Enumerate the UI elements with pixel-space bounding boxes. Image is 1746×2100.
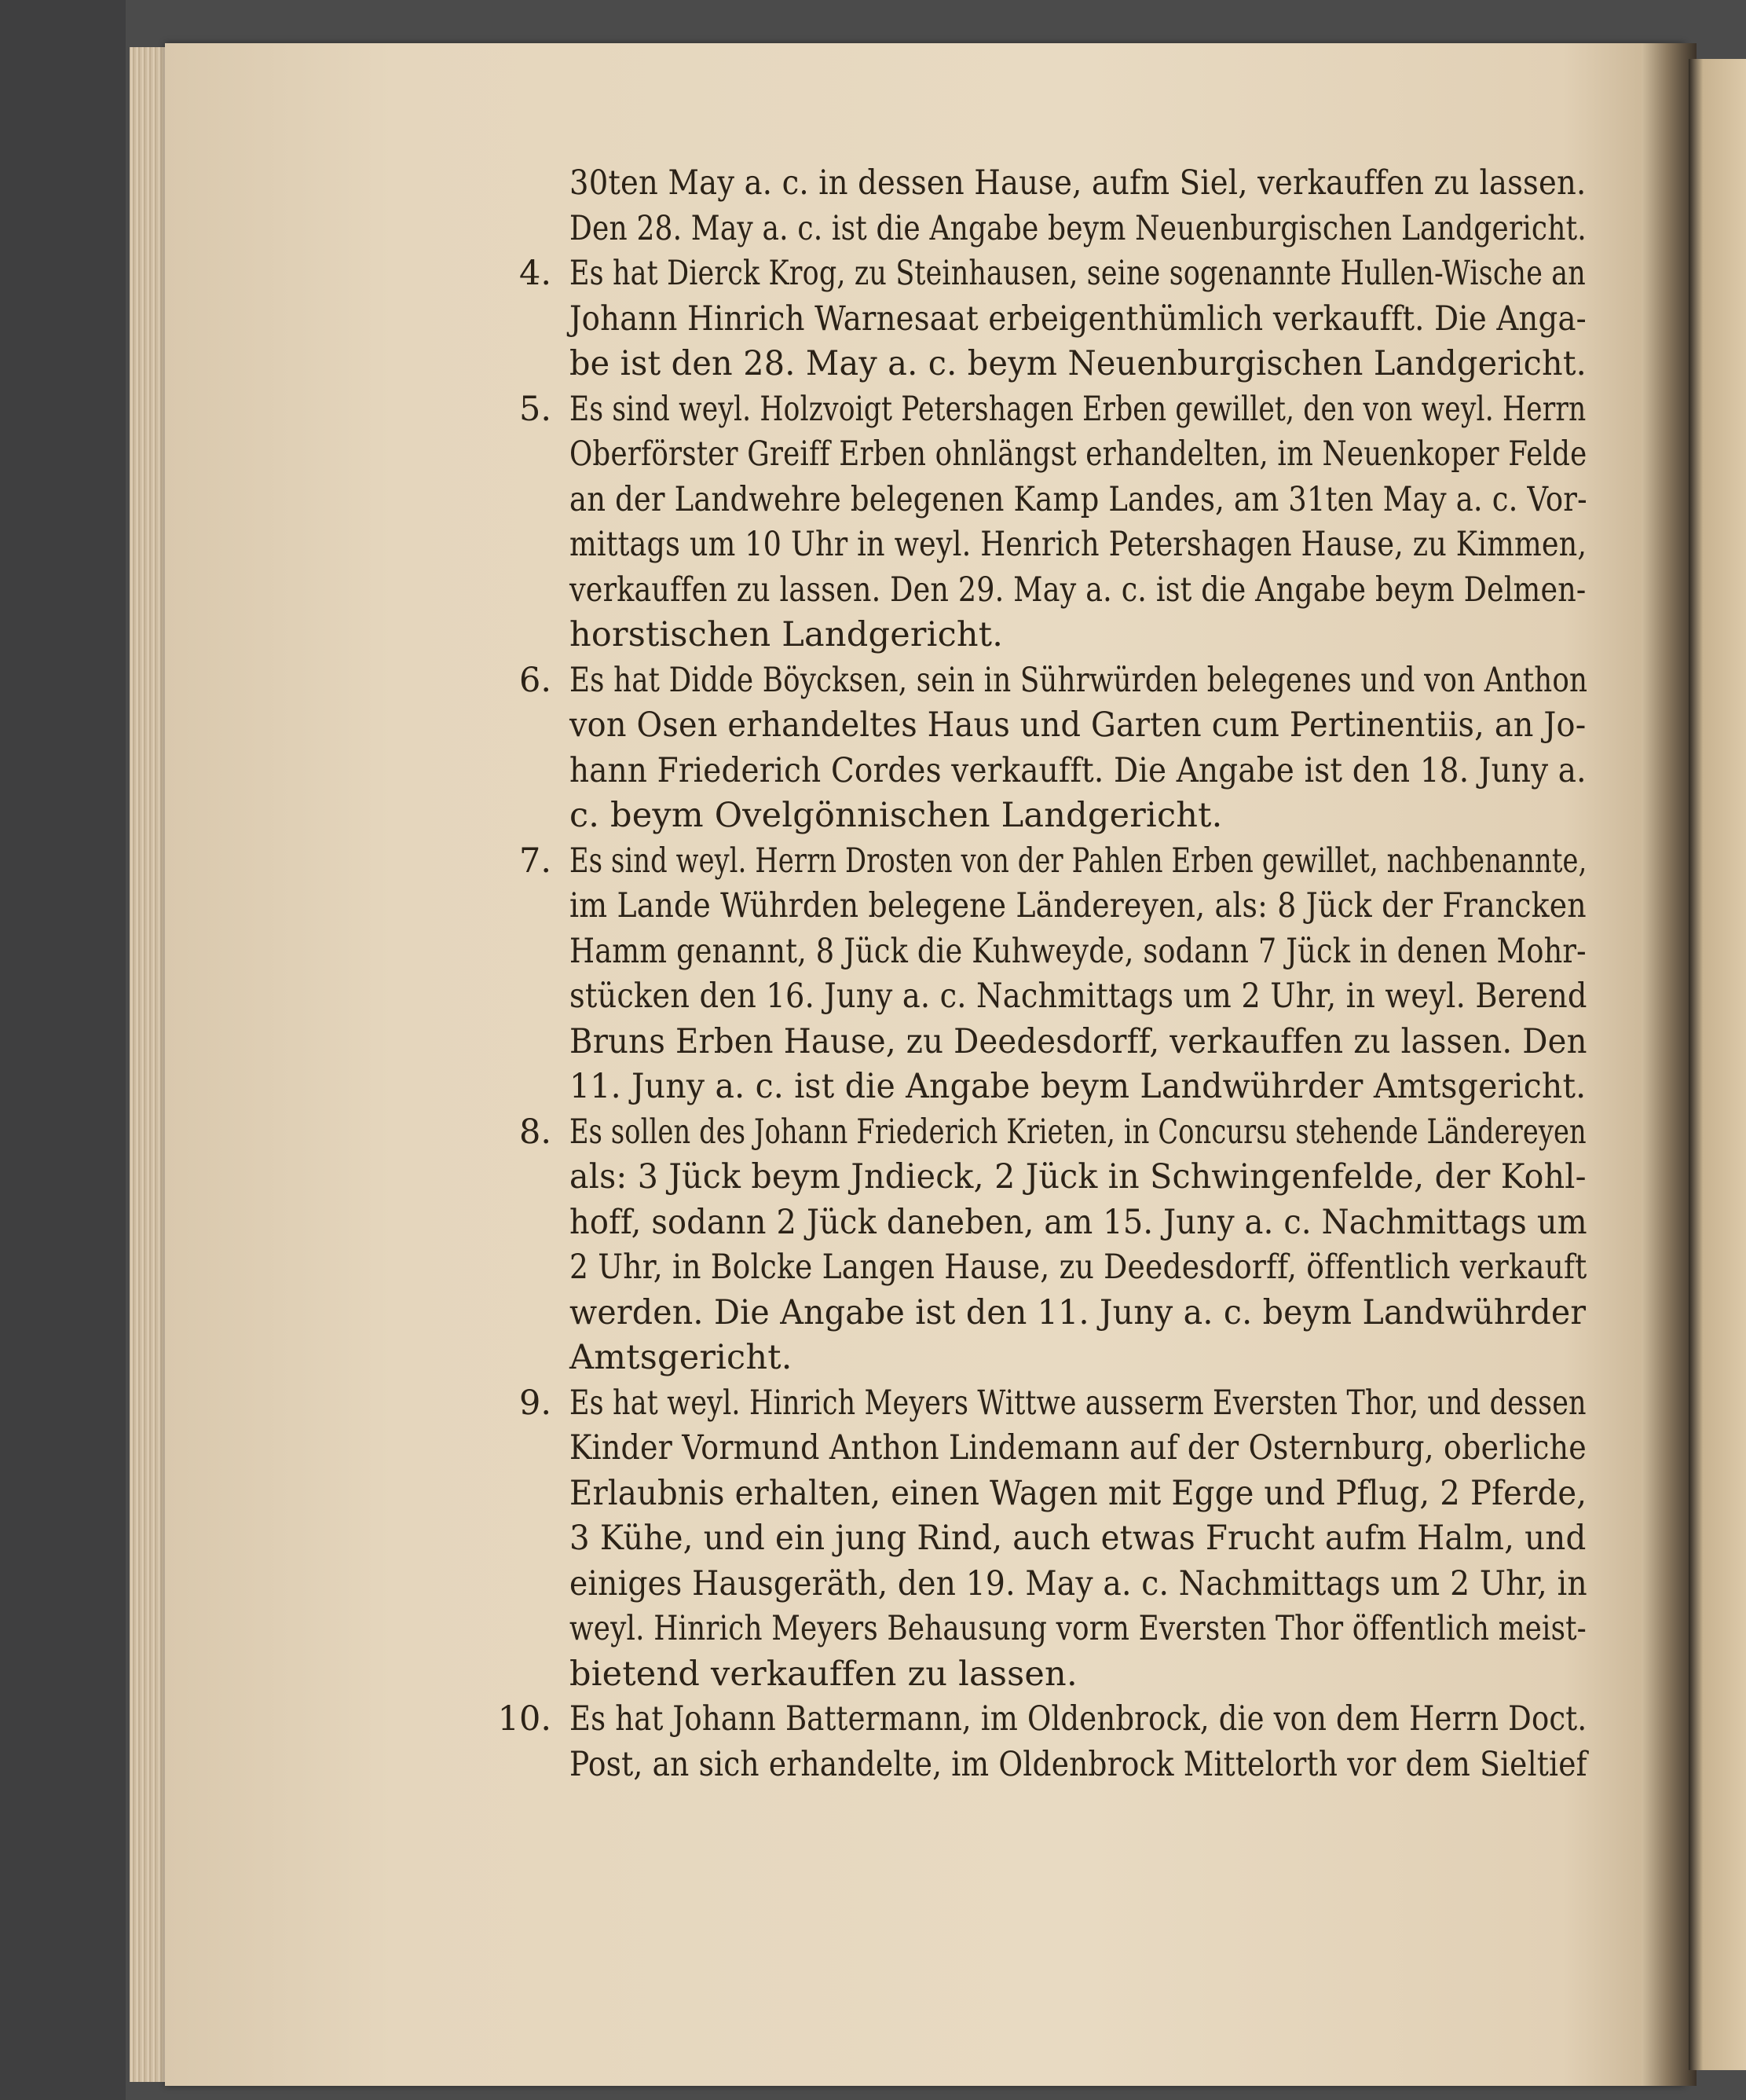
text-line: Kinder Vormund Anthon Lindemann auf der Osternburg, oberliche xyxy=(569,1428,1587,1468)
text-line: Amtsgericht. xyxy=(569,1338,792,1377)
text-line: 11. Juny a. c. ist die Angabe beym Landwührder Amtsgericht. xyxy=(569,1067,1587,1106)
entry-number: 10. xyxy=(497,1699,551,1739)
text-line: Es hat weyl. Hinrich Meyers Wittwe ausserm Eversten Thor, und dessen xyxy=(569,1383,1587,1423)
entry-10 xyxy=(393,1697,1594,1787)
entry-number: 7. xyxy=(518,841,551,881)
text-line: mittags um 10 Uhr in weyl. Henrich Petershagen Hause, zu Kimmen, xyxy=(569,525,1587,564)
text-line: hann Friederich Cordes verkaufft. Die Angabe ist den 18. Juny a. xyxy=(569,750,1587,790)
text-line: einiges Hausgeräth, den 19. May a. c. Nachmittags um 2 Uhr, in xyxy=(569,1563,1587,1603)
text-line: verkauffen zu lassen. Den 29. May a. c. ist die Angabe beym Delmen- xyxy=(569,570,1587,610)
text-line: an der Landwehre belegenen Kamp Landes, am 31ten May a. c. Vor- xyxy=(569,479,1587,519)
entry-continuation xyxy=(393,161,1594,251)
text-line: Post, an sich erhandelte, im Oldenbrock Mittelorth vor dem Sieltief xyxy=(569,1744,1587,1784)
text-line: 2 Uhr, in Bolcke Langen Hause, zu Deedesdorff, öffentlich verkauft xyxy=(569,1248,1587,1287)
entry-5 xyxy=(393,387,1594,658)
text-line: 30ten May a. c. in dessen Hause, aufm Siel, verkauffen zu lassen. xyxy=(569,163,1587,203)
entry-number: 8. xyxy=(518,1112,551,1152)
page-text xyxy=(393,161,1594,1787)
entry-7 xyxy=(393,839,1594,1110)
entry-4 xyxy=(393,251,1594,387)
text-line: von Osen erhandeltes Haus und Garten cum Pertinentiis, an Jo- xyxy=(569,705,1587,745)
text-line: Erlaubnis erhalten, einen Wagen mit Egge und Pflug, 2 Pferde, xyxy=(569,1473,1587,1513)
entry-8 xyxy=(393,1110,1594,1381)
facing-page-edge xyxy=(1689,59,1746,2070)
text-line: Es hat Dierck Krog, zu Steinhausen, seine sogenannte Hullen-Wische an xyxy=(569,254,1586,293)
entry-number: 5. xyxy=(518,389,551,429)
entry-9 xyxy=(393,1381,1594,1698)
text-line: Johann Hinrich Warnesaat erbeigenthümlich verkaufft. Die Anga- xyxy=(569,299,1587,339)
entry-number: 4. xyxy=(518,254,551,293)
text-line: bietend verkauffen zu lassen. xyxy=(569,1654,1078,1694)
text-line: Bruns Erben Hause, zu Deedesdorff, verkauffen zu lassen. Den xyxy=(569,1021,1587,1061)
text-line: werden. Die Angabe ist den 11. Juny a. c. beym Landwührder xyxy=(569,1292,1587,1332)
text-line: im Lande Wührden belegene Ländereyen, als: 8 Jück der Francken xyxy=(569,886,1587,925)
text-line: 3 Kühe, und ein jung Rind, auch etwas Frucht aufm Halm, und xyxy=(569,1519,1587,1558)
text-line: als: 3 Jück beym Jndieck, 2 Jück in Schwingenfelde, der Kohl- xyxy=(569,1157,1587,1197)
text-line: be ist den 28. May a. c. beym Neuenburgischen Landgericht. xyxy=(569,344,1587,383)
text-line: hoff, sodann 2 Jück daneben, am 15. Juny a. c. Nachmittags um xyxy=(569,1202,1587,1242)
scanner-background-left xyxy=(0,0,126,2100)
text-line: weyl. Hinrich Meyers Behausung vorm Eversten Thor öffentlich meist- xyxy=(569,1609,1587,1648)
text-line: c. beym Ovelgönnischen Landgericht. xyxy=(569,796,1223,835)
text-line: horstischen Landgericht. xyxy=(569,615,1004,654)
text-line: Hamm genannt, 8 Jück die Kuhweyde, sodann 7 Jück in denen Mohr- xyxy=(569,931,1587,971)
text-line: Oberförster Greiff Erben ohnlängst erhandelten, im Neuenkoper Felde xyxy=(569,434,1587,474)
text-line: stücken den 16. Juny a. c. Nachmittags um 2 Uhr, in weyl. Berend xyxy=(569,977,1587,1016)
text-line: Es hat Johann Battermann, im Oldenbrock, die von dem Herrn Doct. xyxy=(569,1699,1587,1739)
entry-number: 9. xyxy=(518,1383,551,1423)
text-line: Es hat Didde Böycksen, sein in Sührwürden belegenes und von Anthon xyxy=(569,660,1588,700)
entry-6 xyxy=(393,658,1594,839)
text-line: Es sind weyl. Herrn Drosten von der Pahlen Erben gewillet, nachbenannte, xyxy=(569,841,1587,881)
text-line: Es sind weyl. Holzvoigt Petershagen Erben gewillet, den von weyl. Herrn xyxy=(569,389,1587,429)
text-line: Es sollen des Johann Friederich Krieten, in Concursu stehende Ländereyen xyxy=(569,1112,1587,1152)
text-line: Den 28. May a. c. ist die Angabe beym Neuenburgischen Landgericht. xyxy=(569,208,1587,248)
entry-number: 6. xyxy=(518,660,551,700)
